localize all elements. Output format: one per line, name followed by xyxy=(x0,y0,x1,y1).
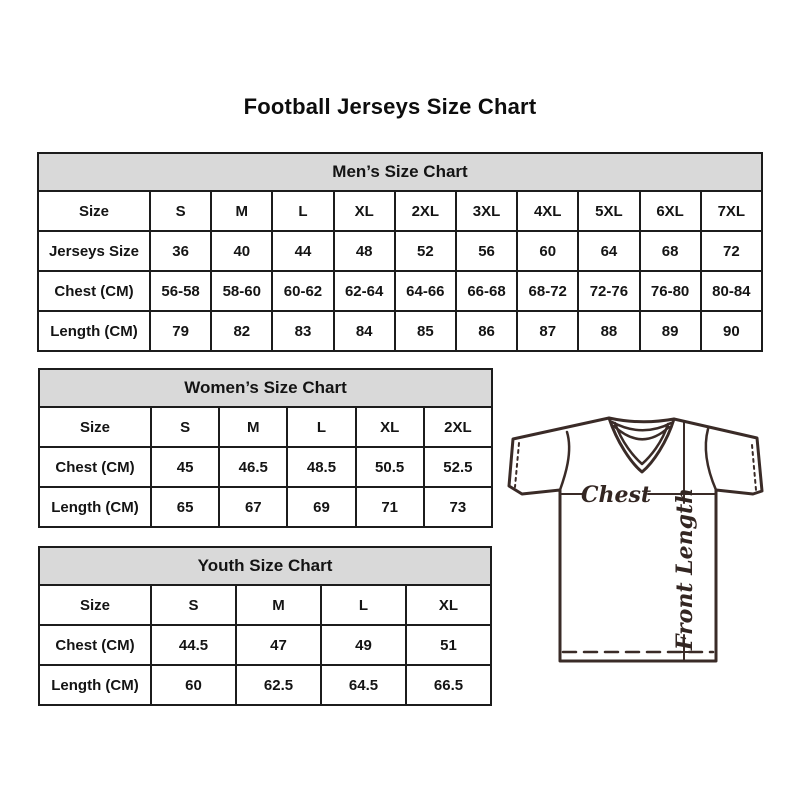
size-column-header: 3XL xyxy=(456,191,517,231)
table-cell: 71 xyxy=(356,487,424,527)
table-cell: 80-84 xyxy=(701,271,762,311)
table-cell: 88 xyxy=(578,311,639,351)
size-column-header: 2XL xyxy=(395,191,456,231)
table-cell: 44.5 xyxy=(151,625,236,665)
size-column-header: S xyxy=(151,585,236,625)
table-title: Men’s Size Chart xyxy=(38,153,762,191)
table-cell: 89 xyxy=(640,311,701,351)
row-label: Length (CM) xyxy=(39,487,151,527)
womens-size-table xyxy=(38,368,493,528)
size-column-header: 4XL xyxy=(517,191,578,231)
table-cell: 69 xyxy=(287,487,355,527)
table-cell: 56 xyxy=(456,231,517,271)
table-cell: 76-80 xyxy=(640,271,701,311)
table-cell: 50.5 xyxy=(356,447,424,487)
size-column-header: XL xyxy=(334,191,395,231)
table-cell: 62-64 xyxy=(334,271,395,311)
table-cell: 40 xyxy=(211,231,272,271)
jersey-outline-illustration xyxy=(505,406,780,696)
table-cell: 90 xyxy=(701,311,762,351)
table-cell: 84 xyxy=(334,311,395,351)
table-row xyxy=(39,447,492,487)
size-column-header: S xyxy=(151,407,219,447)
table-cell: 66.5 xyxy=(406,665,491,705)
size-column-header: L xyxy=(287,407,355,447)
row-label: Chest (CM) xyxy=(38,271,150,311)
table-cell: 86 xyxy=(456,311,517,351)
table-row xyxy=(38,311,762,351)
table-row xyxy=(38,271,762,311)
size-column-header: 5XL xyxy=(578,191,639,231)
table-row xyxy=(39,665,491,705)
table-row xyxy=(39,487,492,527)
table-cell: 36 xyxy=(150,231,211,271)
table-cell: 83 xyxy=(272,311,333,351)
table-cell: 72 xyxy=(701,231,762,271)
table-cell: 79 xyxy=(150,311,211,351)
row-label: Jerseys Size xyxy=(38,231,150,271)
front-length-label: Front Length xyxy=(672,487,698,651)
row-label: Size xyxy=(39,407,151,447)
table-cell: 68-72 xyxy=(517,271,578,311)
table-cell: 72-76 xyxy=(578,271,639,311)
table-cell: 46.5 xyxy=(219,447,287,487)
table-cell: 45 xyxy=(151,447,219,487)
table-cell: 47 xyxy=(236,625,321,665)
size-column-header: XL xyxy=(406,585,491,625)
mens-size-table xyxy=(37,152,763,352)
table-cell: 68 xyxy=(640,231,701,271)
size-column-header: XL xyxy=(356,407,424,447)
row-label: Length (CM) xyxy=(38,311,150,351)
chest-label: Chest xyxy=(580,482,652,508)
table-cell: 67 xyxy=(219,487,287,527)
table-cell: 64-66 xyxy=(395,271,456,311)
table-cell: 60 xyxy=(517,231,578,271)
table-cell: 48 xyxy=(334,231,395,271)
size-column-header: M xyxy=(219,407,287,447)
page-title: Football Jerseys Size Chart xyxy=(243,94,537,119)
table-cell: 66-68 xyxy=(456,271,517,311)
table-cell: 64 xyxy=(578,231,639,271)
table-row xyxy=(38,231,762,271)
size-header-row xyxy=(39,407,492,447)
size-column-header: L xyxy=(272,191,333,231)
table-title: Youth Size Chart xyxy=(39,547,491,585)
size-column-header: S xyxy=(150,191,211,231)
row-label: Size xyxy=(38,191,150,231)
table-cell: 65 xyxy=(151,487,219,527)
size-header-row xyxy=(38,191,762,231)
size-column-header: 6XL xyxy=(640,191,701,231)
youth-size-table xyxy=(38,546,492,706)
table-cell: 85 xyxy=(395,311,456,351)
size-column-header: M xyxy=(236,585,321,625)
table-cell: 62.5 xyxy=(236,665,321,705)
table-row xyxy=(39,625,491,665)
row-label: Length (CM) xyxy=(39,665,151,705)
table-cell: 48.5 xyxy=(287,447,355,487)
table-cell: 52 xyxy=(395,231,456,271)
table-title-row xyxy=(39,547,491,585)
table-cell: 87 xyxy=(517,311,578,351)
size-column-header: M xyxy=(211,191,272,231)
jersey-body-outline xyxy=(509,418,762,661)
size-column-header: 7XL xyxy=(701,191,762,231)
row-label: Size xyxy=(39,585,151,625)
row-label: Chest (CM) xyxy=(39,447,151,487)
size-column-header: L xyxy=(321,585,406,625)
table-cell: 49 xyxy=(321,625,406,665)
table-title-row xyxy=(38,153,762,191)
table-title: Women’s Size Chart xyxy=(39,369,492,407)
table-cell: 51 xyxy=(406,625,491,665)
table-cell: 44 xyxy=(272,231,333,271)
table-cell: 73 xyxy=(424,487,492,527)
table-cell: 52.5 xyxy=(424,447,492,487)
size-column-header: 2XL xyxy=(424,407,492,447)
jersey-measurement-diagram xyxy=(505,406,780,696)
table-cell: 82 xyxy=(211,311,272,351)
row-label: Chest (CM) xyxy=(39,625,151,665)
table-cell: 60 xyxy=(151,665,236,705)
table-cell: 56-58 xyxy=(150,271,211,311)
table-cell: 58-60 xyxy=(211,271,272,311)
table-cell: 60-62 xyxy=(272,271,333,311)
size-header-row xyxy=(39,585,491,625)
table-title-row xyxy=(39,369,492,407)
table-cell: 64.5 xyxy=(321,665,406,705)
